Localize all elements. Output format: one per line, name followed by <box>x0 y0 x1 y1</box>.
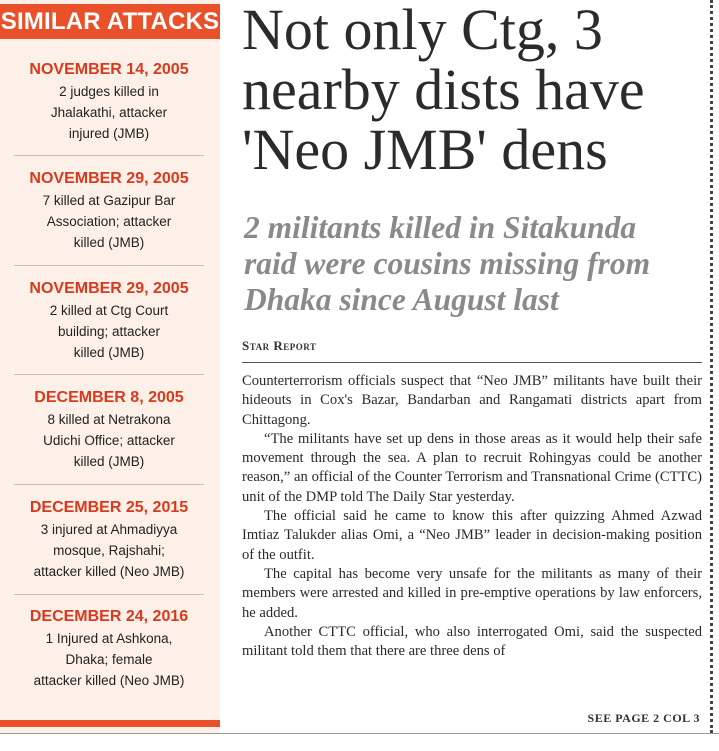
subheadline <box>244 210 704 318</box>
byline: Star Report <box>242 338 317 353</box>
attack-date: DECEMBER 8, 2005 <box>34 389 184 406</box>
attack-entry <box>14 606 204 691</box>
divider <box>14 155 204 156</box>
attack-desc-line: 2 killed at Ctg Court <box>49 303 169 318</box>
paragraph: “The militants have set up dens in those areas as it would help their safe movement through the sea. A plan to recruit Rohingyas could be another reason,” an official of the Counter Terrorism and Transnational Crime (CTTC) unit of the DMP told The Daily Star yesterday. <box>242 430 702 505</box>
article-body <box>242 372 702 661</box>
attack-date: DECEMBER 25, 2015 <box>29 499 189 516</box>
attack-desc-line: Udichi Office; attacker <box>43 433 175 448</box>
attack-desc-line: injured (JMB) <box>68 126 150 141</box>
attack-desc-line: attacker killed (Neo JMB) <box>33 673 185 688</box>
attack-date: NOVEMBER 29, 2005 <box>29 280 189 297</box>
attack-desc-line: 1 Injured at Ashkona, <box>45 631 173 646</box>
attack-entry <box>14 59 204 144</box>
sidebar-title: SIMILAR ATTACKS <box>0 4 220 39</box>
attack-desc-line: 2 judges killed in <box>59 84 159 99</box>
divider <box>14 594 204 595</box>
attack-desc-line: mosque, Rajshahi; <box>53 543 165 558</box>
divider <box>14 374 204 375</box>
attack-date: NOVEMBER 14, 2005 <box>29 61 189 78</box>
headline-line: Not only Ctg, 3 <box>242 0 603 62</box>
attack-desc-line: building; attacker <box>57 324 161 339</box>
subheadline-line: Dhaka since August last <box>244 282 559 317</box>
divider <box>14 484 204 485</box>
column-dotted-divider <box>710 0 713 733</box>
attack-entry <box>14 278 204 363</box>
attack-desc-line: killed (JMB) <box>73 235 145 250</box>
page-bottom-rule <box>0 733 719 734</box>
attack-desc-line: attacker killed (Neo JMB) <box>33 564 185 579</box>
headline <box>242 0 707 180</box>
sidebar-bottom-bar <box>0 720 220 727</box>
continued-reference: SEE PAGE 2 COL 3 <box>587 711 700 725</box>
byline-divider <box>242 362 702 363</box>
attack-desc-line: killed (JMB) <box>73 345 145 360</box>
attack-date: DECEMBER 24, 2016 <box>29 608 189 625</box>
headline-line: nearby dists have <box>242 57 645 122</box>
paragraph: Another CTTC official, who also interrogated Omi, said the suspected militant told them that there are three dens of <box>242 623 702 660</box>
attack-desc-line: killed (JMB) <box>73 454 145 469</box>
attack-entry <box>14 497 204 582</box>
attack-desc-line: 3 injured at Ahmadiyya <box>40 522 178 537</box>
headline-line: 'Neo JMB' dens <box>242 117 608 182</box>
attack-desc-line: 7 killed at Gazipur Bar <box>42 193 176 208</box>
similar-attacks-sidebar <box>0 0 220 733</box>
attack-date: NOVEMBER 29, 2005 <box>29 170 189 187</box>
attack-entry <box>14 387 204 472</box>
subheadline-line: raid were cousins missing from <box>244 246 651 281</box>
attack-desc-line: Association; attacker <box>46 214 172 229</box>
attack-desc-line: 8 killed at Netrakona <box>47 412 171 427</box>
divider <box>14 265 204 266</box>
subheadline-line: 2 militants killed in Sitakunda <box>244 210 637 245</box>
attack-desc-line: Dhaka; female <box>65 652 153 667</box>
paragraph: The official said he came to know this after quizzing Ahmed Azwad Imtiaz Talukder alias Omi, a “Neo JMB” leader in decision-making position of the outfit. <box>242 508 702 563</box>
attack-entry <box>14 168 204 253</box>
paragraph: Counterterrorism officials suspect that “Neo JMB” militants have built their hideouts in Cox's Bazar, Bandarban and Rangamati districts apart from Chittagong. <box>242 373 702 428</box>
attack-desc-line: Jhalakathi, attacker <box>50 105 168 120</box>
paragraph: The capital has become very unsafe for the militants as many of their members were arrested and killed in pre-emptive operations by law enforcers, he added. <box>242 565 702 621</box>
